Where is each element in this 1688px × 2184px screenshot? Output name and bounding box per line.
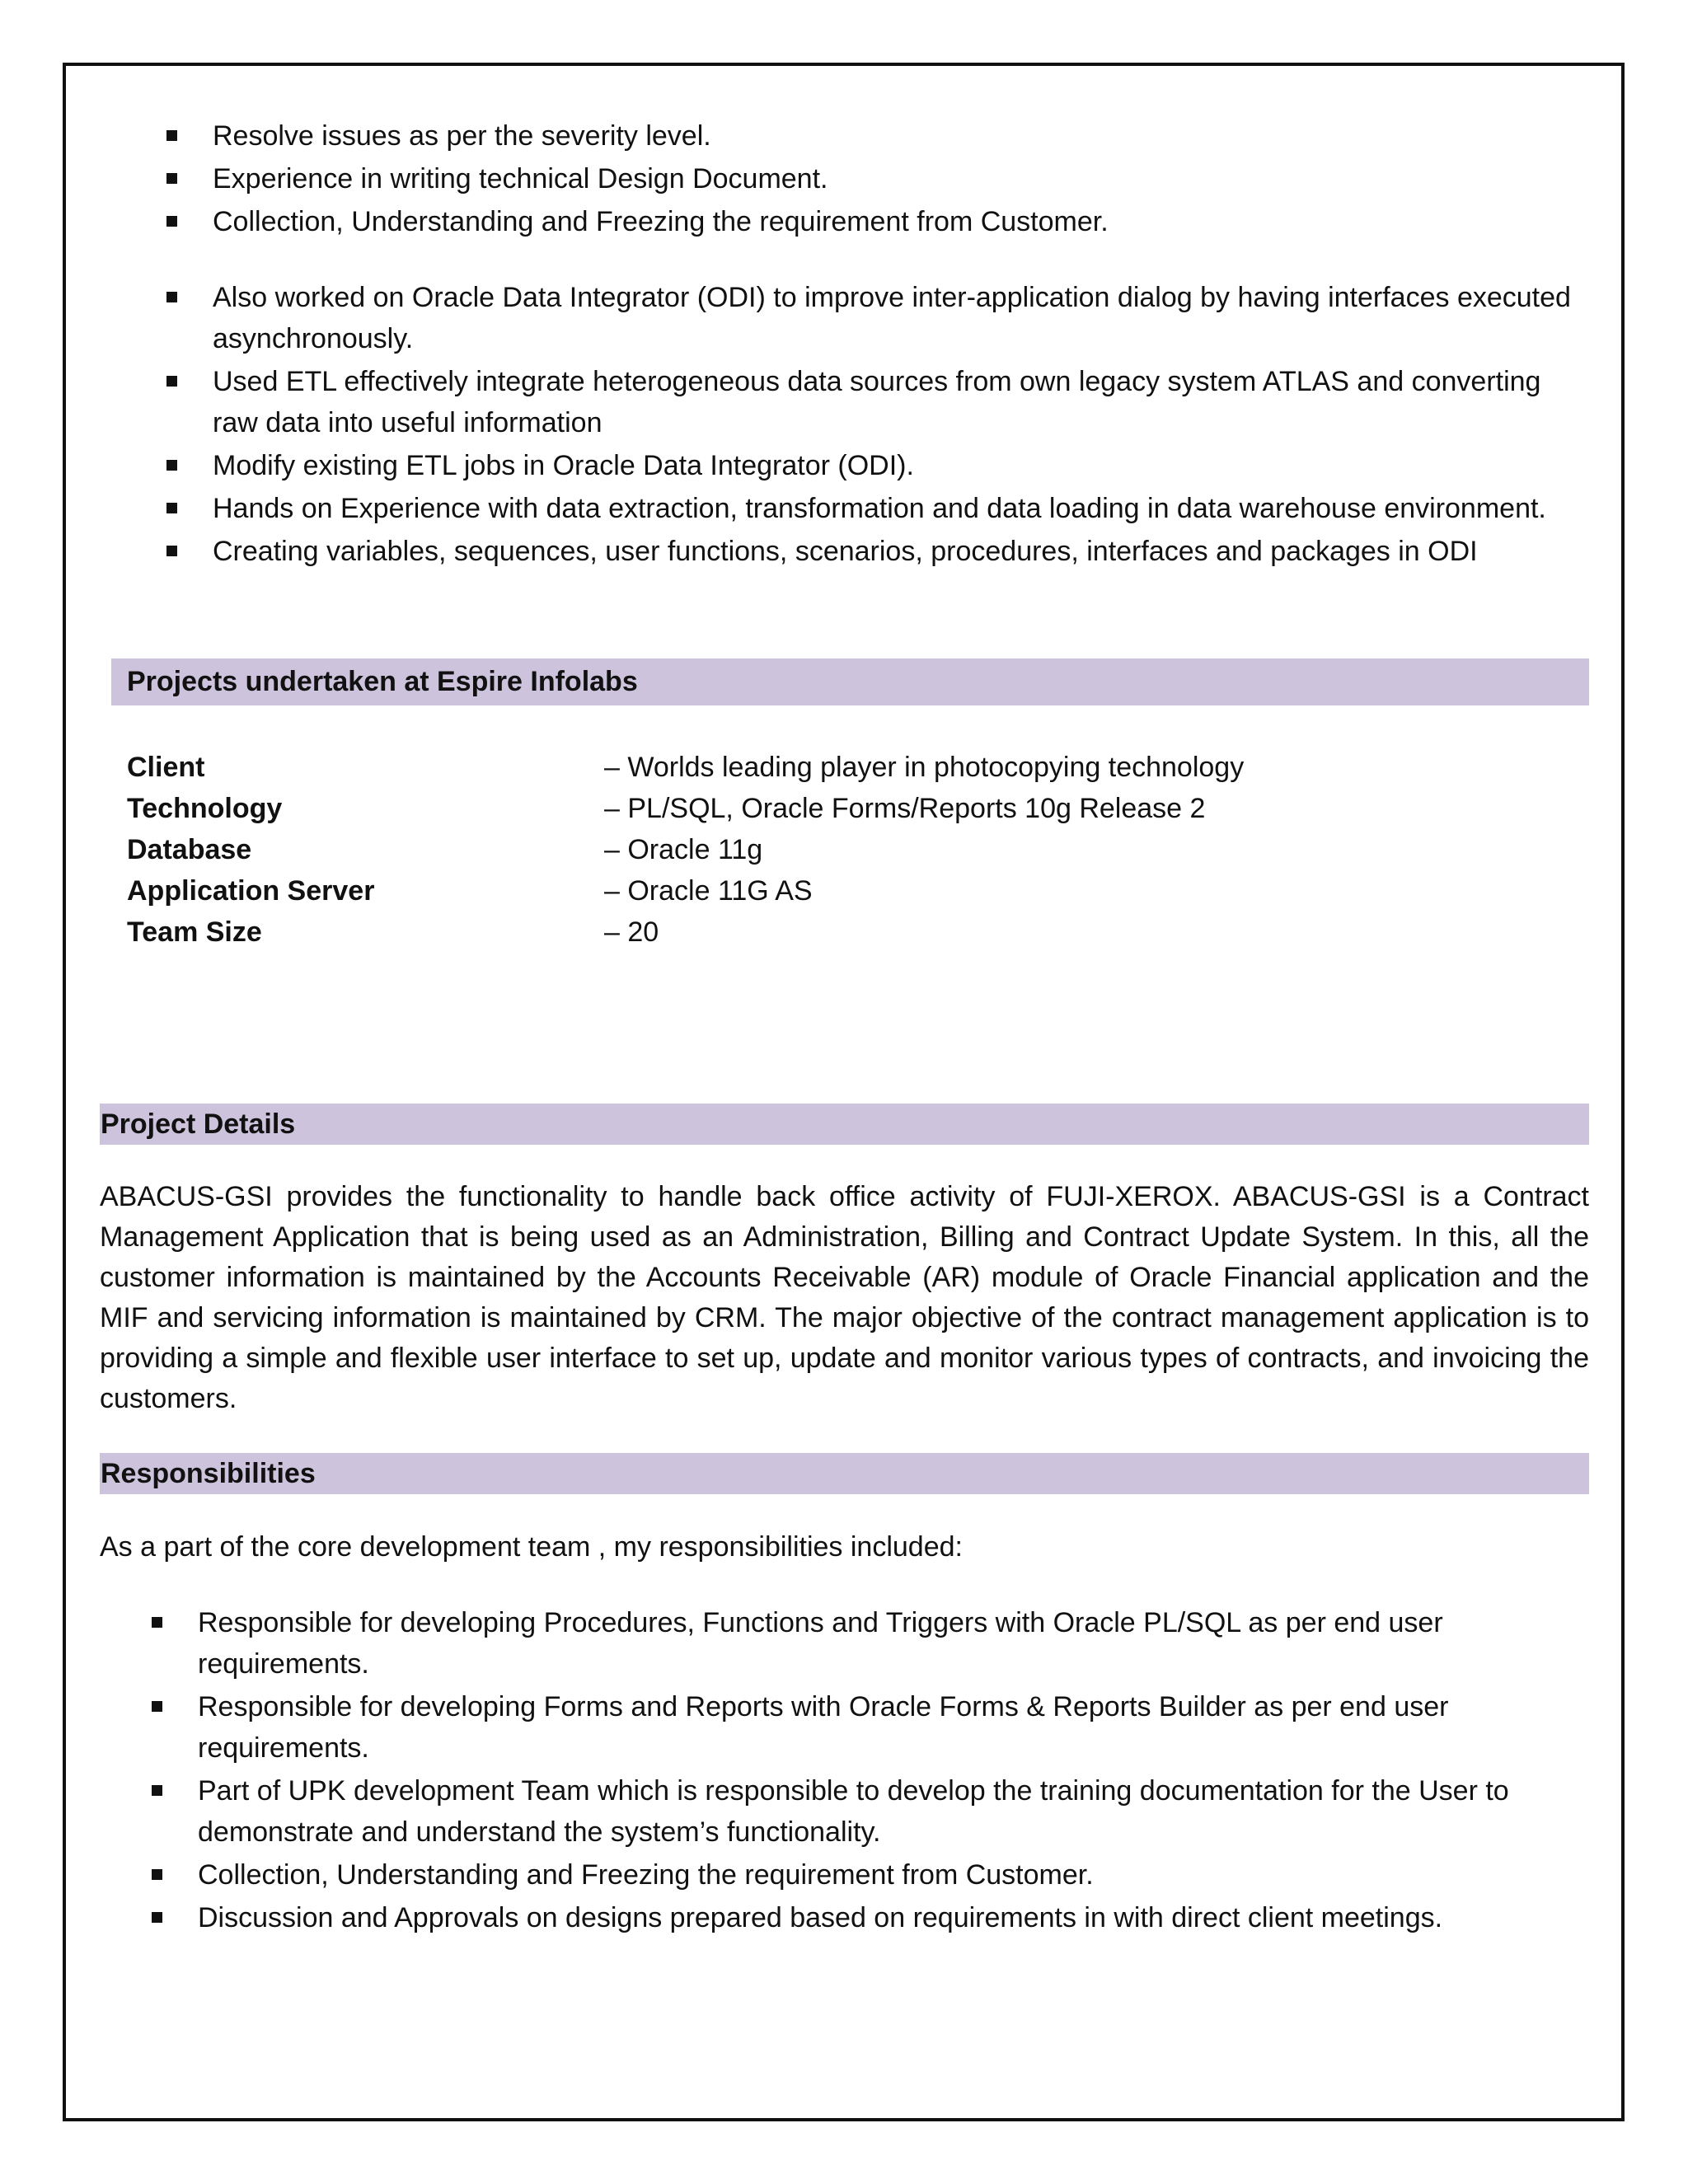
experience-bullet-list	[166, 115, 1592, 572]
list-item-text: Responsible for developing Forms and Reports with Oracle Forms & Reports Builder as per end user requirements.	[198, 1691, 1449, 1764]
bullet-square-icon	[152, 1785, 162, 1796]
responsibilities-intro: As a part of the core development team , my responsibilities included:	[100, 1531, 963, 1563]
info-label: Database	[127, 834, 252, 865]
project-details-paragraph: ABACUS-GSI provides the functionality to handle back office activity of FUJI-XEROX. ABACUS-GSI is a Contract Management Application that is being used as an Administration, Billing and Contract Update System. In this, all the customer information is maintained by the Accounts Receivable (AR) module of Oracle Financial application and the MIF and servicing information is maintained by CRM. The major objective of the contract management application is to providing a simple and flexible user interface to set up, update and monitor various types of contracts, and invoicing the customers.	[100, 1181, 1589, 1414]
bullet-square-icon	[166, 460, 177, 471]
info-row-team-size	[127, 912, 1244, 953]
info-value: – Oracle 11g	[604, 834, 763, 865]
list-item	[152, 1602, 1594, 1685]
list-item	[152, 1770, 1594, 1853]
list-item	[152, 1897, 1594, 1938]
responsibilities-bullet-list	[152, 1602, 1594, 1938]
responsibilities-heading: Responsibilities	[100, 1453, 1589, 1494]
list-item-text: Collection, Understanding and Freezing the requirement from Customer.	[198, 1859, 1094, 1891]
list-item	[166, 445, 1592, 486]
list-item-text: Experience in writing technical Design Document.	[213, 163, 828, 194]
project-details-heading: Project Details	[100, 1104, 1589, 1145]
list-item	[166, 201, 1592, 242]
info-row-client	[127, 747, 1244, 788]
list-item	[166, 361, 1592, 443]
list-item-text: Hands on Experience with data extraction, transformation and data loading in data warehouse environment.	[213, 493, 1546, 524]
bullet-square-icon	[152, 1912, 162, 1923]
list-item-text: Creating variables, sequences, user functions, scenarios, procedures, interfaces and packages in ODI	[213, 536, 1478, 567]
info-value: – Oracle 11G AS	[604, 875, 813, 907]
info-label: Application Server	[127, 875, 375, 907]
list-item	[152, 1854, 1594, 1896]
bullet-square-icon	[152, 1617, 162, 1628]
info-label: Technology	[127, 793, 283, 824]
info-value: – Worlds leading player in photocopying technology	[604, 752, 1245, 783]
list-item	[166, 277, 1592, 359]
list-item	[166, 115, 1592, 157]
info-label: Client	[127, 752, 205, 783]
bullet-square-icon	[166, 130, 177, 141]
list-item-text: Resolve issues as per the severity level.	[213, 120, 711, 152]
info-row-technology	[127, 788, 1244, 829]
list-item	[166, 488, 1592, 529]
projects-section-heading: Projects undertaken at Espire Infolabs	[111, 658, 1589, 705]
bullet-square-icon	[166, 546, 177, 556]
list-item-text: Discussion and Approvals on designs prepared based on requirements in with direct client meetings.	[198, 1902, 1443, 1933]
info-value: – 20	[604, 916, 659, 948]
bullet-square-icon	[166, 173, 177, 184]
list-item	[166, 158, 1592, 199]
project-info-table	[127, 747, 1244, 953]
bullet-square-icon	[166, 292, 177, 302]
list-item-text: Collection, Understanding and Freezing the requirement from Customer.	[213, 206, 1109, 237]
list-item	[166, 531, 1592, 572]
bullet-square-icon	[166, 376, 177, 387]
bullet-square-icon	[166, 216, 177, 227]
list-item-text: Used ETL effectively integrate heterogeneous data sources from own legacy system ATLAS and converting raw data into useful information	[213, 366, 1541, 438]
bullet-square-icon	[166, 503, 177, 513]
list-item	[152, 1686, 1594, 1769]
list-item-text: Also worked on Oracle Data Integrator (ODI) to improve inter-application dialog by having interfaces executed asynchronously.	[213, 282, 1571, 354]
info-row-application-server	[127, 870, 1244, 912]
bullet-square-icon	[152, 1701, 162, 1712]
info-label: Team Size	[127, 916, 262, 948]
bullet-square-icon	[152, 1869, 162, 1880]
info-row-database	[127, 829, 1244, 870]
list-item-text: Modify existing ETL jobs in Oracle Data Integrator (ODI).	[213, 450, 914, 481]
list-item-text: Responsible for developing Procedures, Functions and Triggers with Oracle PL/SQL as per end user requirements.	[198, 1607, 1443, 1680]
info-value: – PL/SQL, Oracle Forms/Reports 10g Release 2	[604, 793, 1206, 824]
list-item-text: Part of UPK development Team which is responsible to develop the training documentation for the User to demonstrate and understand the system’s functionality.	[198, 1775, 1509, 1848]
